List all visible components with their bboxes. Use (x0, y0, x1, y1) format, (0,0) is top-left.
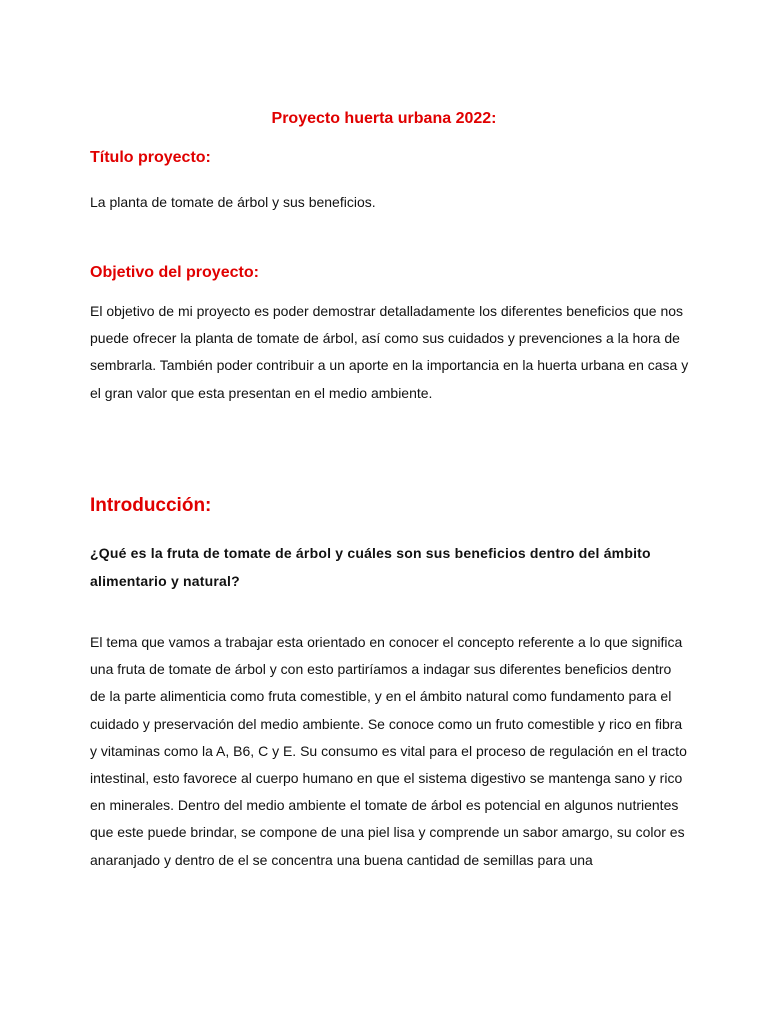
title-section-text: La planta de tomate de árbol y sus beneficios. (90, 194, 376, 210)
objective-section-text: El objetivo de mi proyecto es poder demostrar detalladamente los diferentes beneficios que nos puede ofrecer la planta de tomate de árbol, así como sus cuidados y prevenciones a la hora de sembrarla. También poder contribuir a un aporte en la importancia en la huerta urbana en casa y el gran valor que esta presentan en el medio ambiente. (90, 303, 689, 401)
intro-question: ¿Qué es la fruta de tomate de árbol y cuáles son sus beneficios dentro del ámbito alimentario y natural? (90, 545, 651, 589)
title-section-heading: Título proyecto: (90, 149, 211, 166)
document-main-title: Proyecto huerta urbana 2022: (271, 110, 497, 127)
objective-section-heading: Objetivo del proyecto: (90, 264, 259, 281)
intro-section-text: El tema que vamos a trabajar esta orientado en conocer el concepto referente a lo que significa una fruta de tomate de árbol y con esto partiríamos a indagar sus diferentes beneficios dentro de la parte alimenticia como fruta comestible, y en el ámbito natural como fundamento para el cuidado y preservación del medio ambiente. Se conoce como un fruto comestible y rico en fibra y vitaminas como la A, B6, C y E. Su consumo es vital para el proceso de regulación en el tracto intestinal, esto favorece al cuerpo humano en que el sistema digestivo se mantenga sano y rico en minerales. Dentro del medio ambiente el tomate de árbol es potencial en algunos nutrientes que este puede brindar, se compone de una piel lisa y comprende un sabor amargo, su color es anaranjado y dentro de el se concentra una buena cantidad de semillas para una (90, 634, 687, 868)
intro-section-heading: Introducción: (90, 495, 212, 516)
